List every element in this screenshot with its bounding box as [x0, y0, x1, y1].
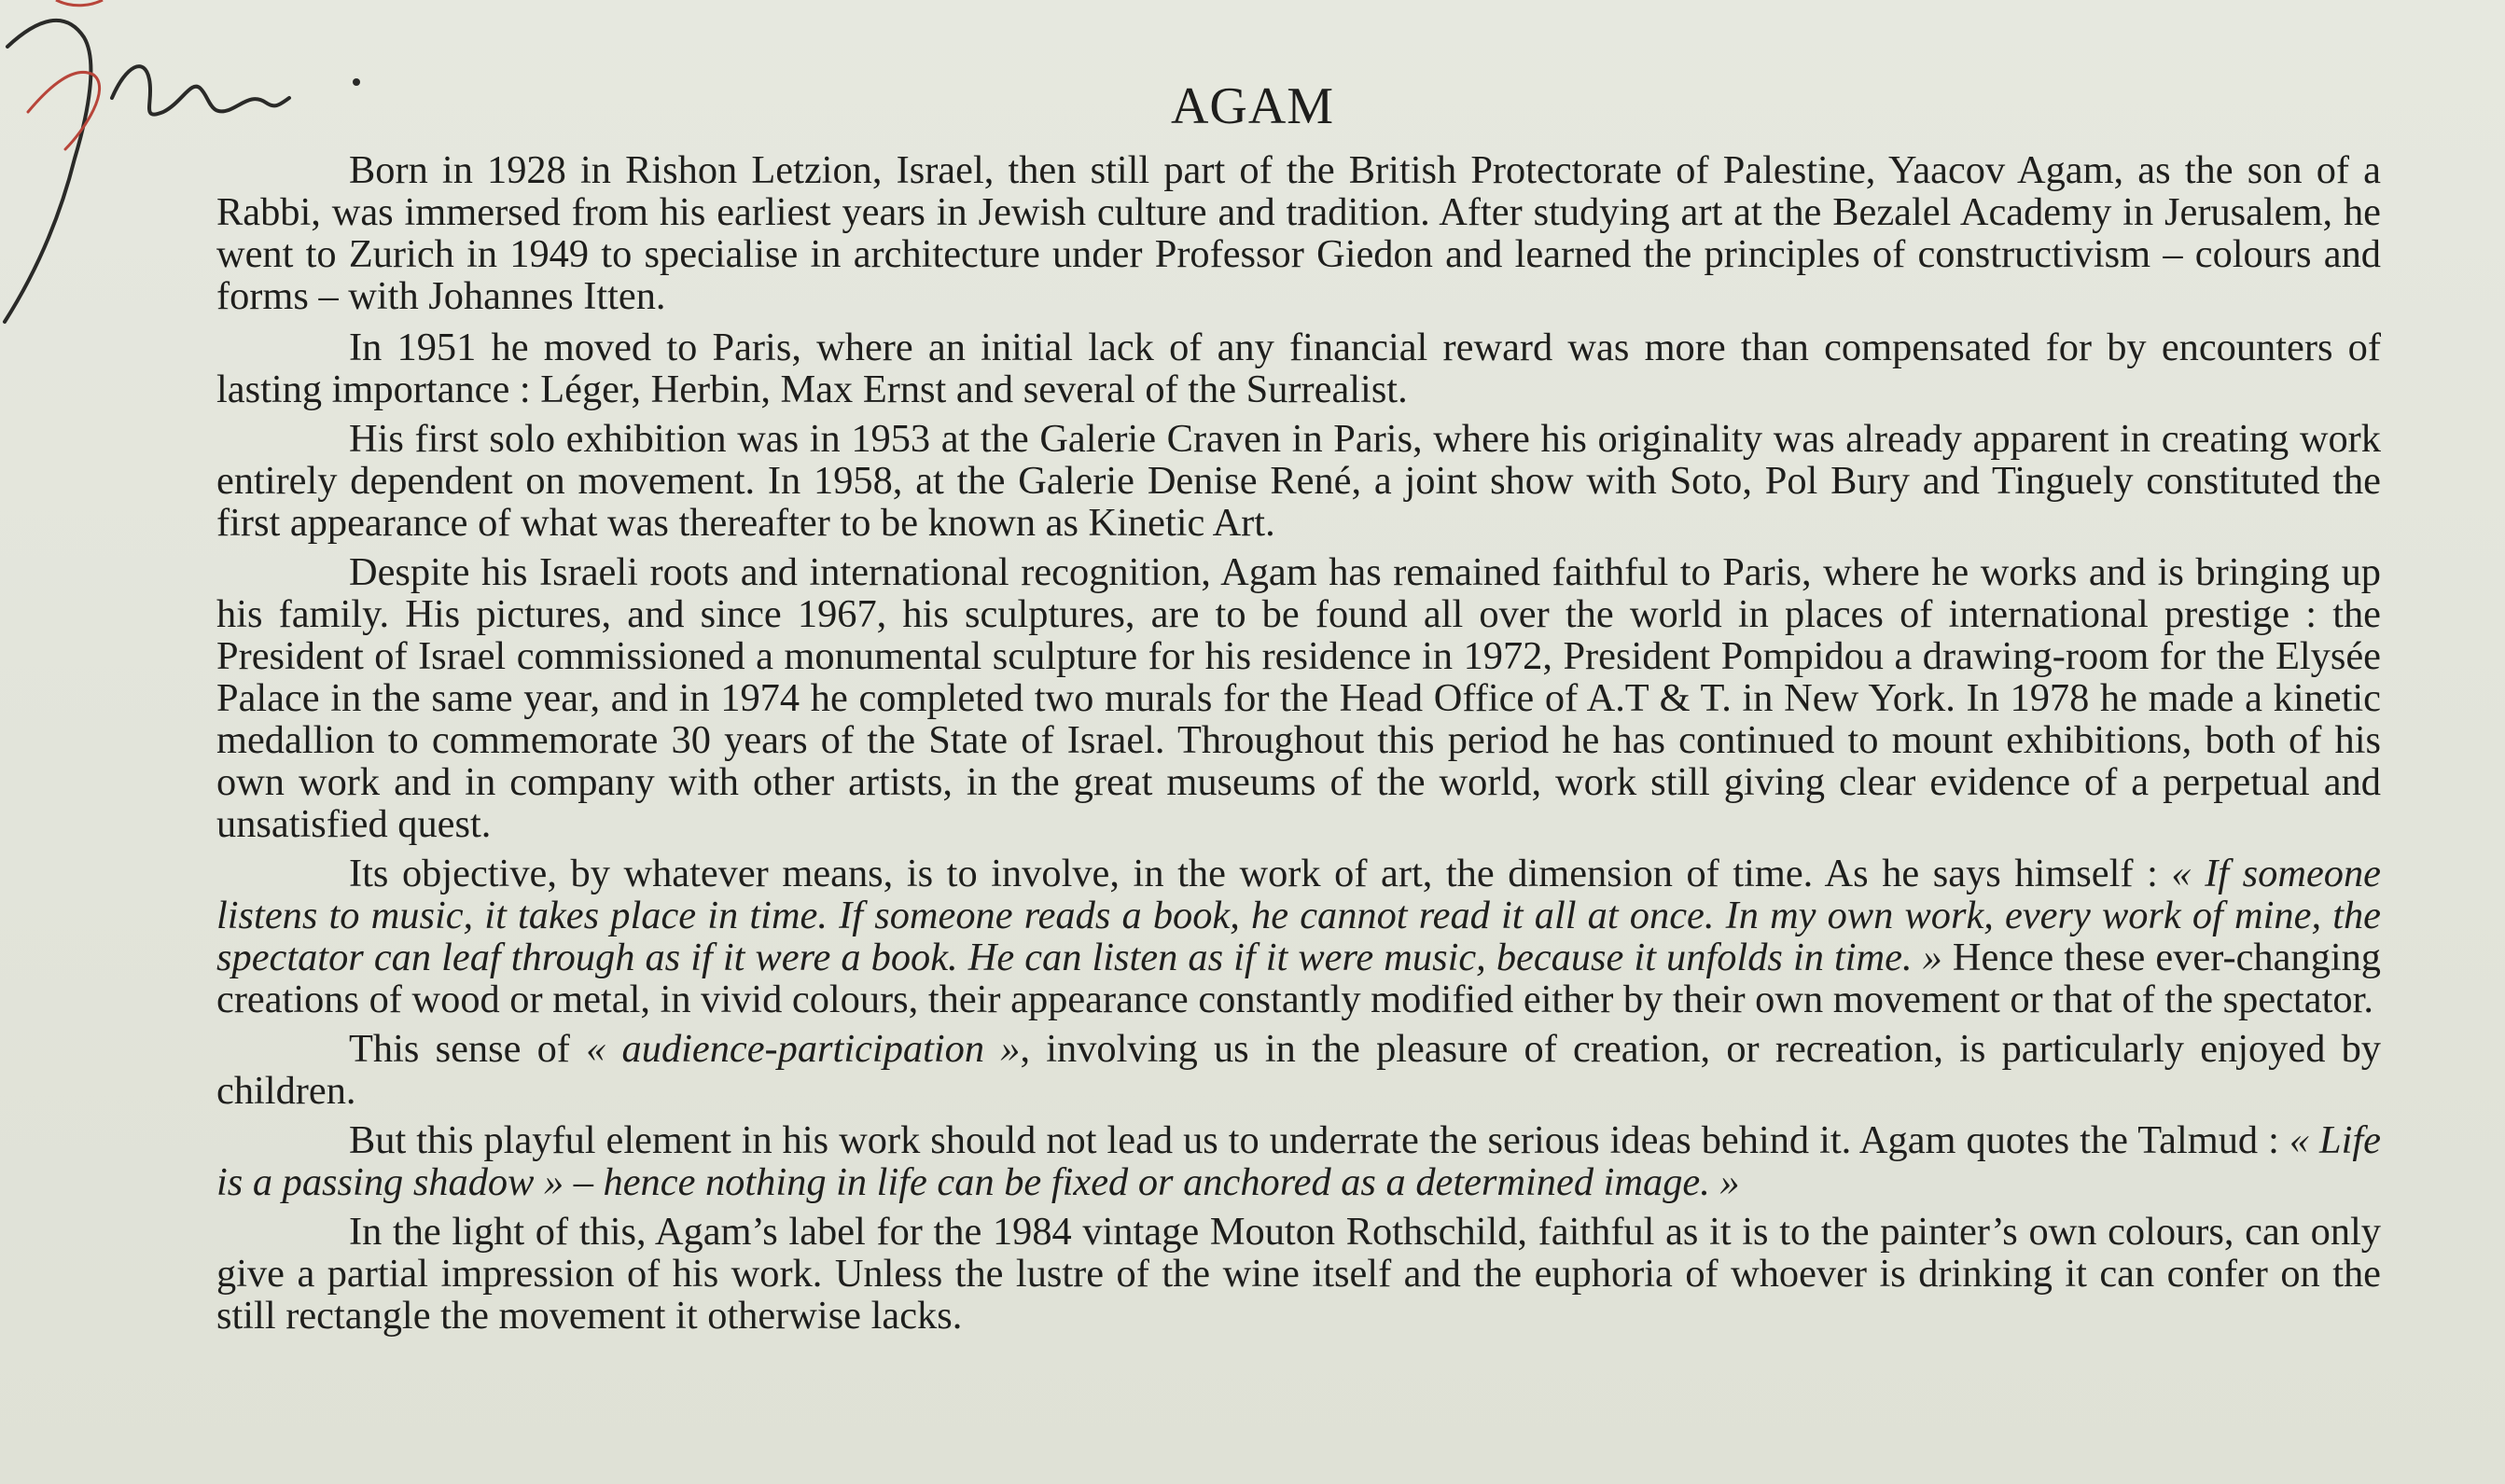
- document-title: AGAM: [1170, 77, 1335, 135]
- paragraph: [216, 1211, 2381, 1337]
- paragraph: [216, 853, 2381, 1020]
- quote-text: « Life is a passing shadow » – hence nothing in life can be fixed or anchored as a determined image. »: [216, 1118, 2381, 1204]
- paragraph-text: Hence these ever-changing creations of wood or metal, in vivid colours, their appearance constantly modified either by their own movement or that of the spectator.: [216, 936, 2381, 1021]
- paragraph-text: His first solo exhibition was in 1953 at the Galerie Craven in Paris, where his originality was already apparent in creating work entirely dependent on movement. In 1958, at the Galerie Denise René, a joint show with Soto, Pol Bury and Tinguely constituted the first appearance of what was thereafter to be known as Kinetic Art.: [216, 417, 2381, 545]
- paragraph: [216, 551, 2381, 845]
- paragraph: [216, 326, 2381, 410]
- paragraph-text: In the light of this, Agam’s label for the 1984 vintage Mouton Rothschild, faithful as it is to the painter’s own colours, can only give a partial impression of his work. Unless the lustre of the wine itself and the euphoria of whoever is drinking it can confer on the still rectangle the movement it otherwise lacks.: [216, 1210, 2381, 1338]
- paragraph-text: Its objective, by whatever means, is to involve, in the work of art, the dimension of time. As he says himself :: [349, 852, 2172, 895]
- paragraph: [216, 149, 2381, 317]
- paragraph-text: But this playful element in his work should not lead us to underrate the serious ideas behind it. Agam quotes the Talmud :: [349, 1118, 2289, 1162]
- paragraph: [216, 1028, 2381, 1112]
- paragraph-text: Born in 1928 in Rishon Letzion, Israel, then still part of the British Protectorate of Palestine, Yaacov Agam, as the son of a Rabbi, was immersed from his earliest years in Jewish culture and tradition. After studying art at the Bezalel Academy in Jerusalem, he went to Zurich in 1949 to specialise in architecture under Professor Giedon and learned the principles of constructivism – colours and forms – with Johannes Itten.: [216, 148, 2381, 318]
- quote-text: « If someone listens to music, it takes place in time. If someone reads a book, he cannot read it all at once. In my own work, every work of mine, the spectator can leaf through as if it were a book. He can listen as if it were music, because it unfolds in time. »: [216, 852, 2381, 979]
- paragraph-text: This sense of: [349, 1027, 587, 1071]
- paragraph-text: Despite his Israeli roots and international recognition, Agam has remained faithful to Paris, where he works and is bringing up his family. His pictures, and since 1967, his sculptures, are to be found all over the world in places of international prestige : the President of Israel commissioned a monumental sculpture for his residence in 1972, President Pompidou a drawing-room for the Elysée Palace in the same year, and in 1974 he completed two murals for the Head Office of A.T & T. in New York. In 1978 he made a kinetic medallion to commemorate 30 years of the State of Israel. Throughout this period he has continued to mount exhibitions, both of his own work and in company with other artists, in the great museums of the world, work still giving clear evidence of a perpetual and unsatisfied quest.: [216, 550, 2381, 846]
- paragraph-text: , involving us in the pleasure of creation, or recreation, is particularly enjoyed by children.: [216, 1027, 2381, 1113]
- paragraph: [216, 418, 2381, 544]
- body-text: [216, 149, 2381, 1344]
- paragraph-text: In 1951 he moved to Paris, where an initial lack of any financial reward was more than compensated for by encounters of lasting importance : Léger, Herbin, Max Ernst and several of the Surrealist.: [216, 326, 2381, 411]
- paragraph: [216, 1119, 2381, 1203]
- quote-text: « audience-participation »: [586, 1027, 1021, 1071]
